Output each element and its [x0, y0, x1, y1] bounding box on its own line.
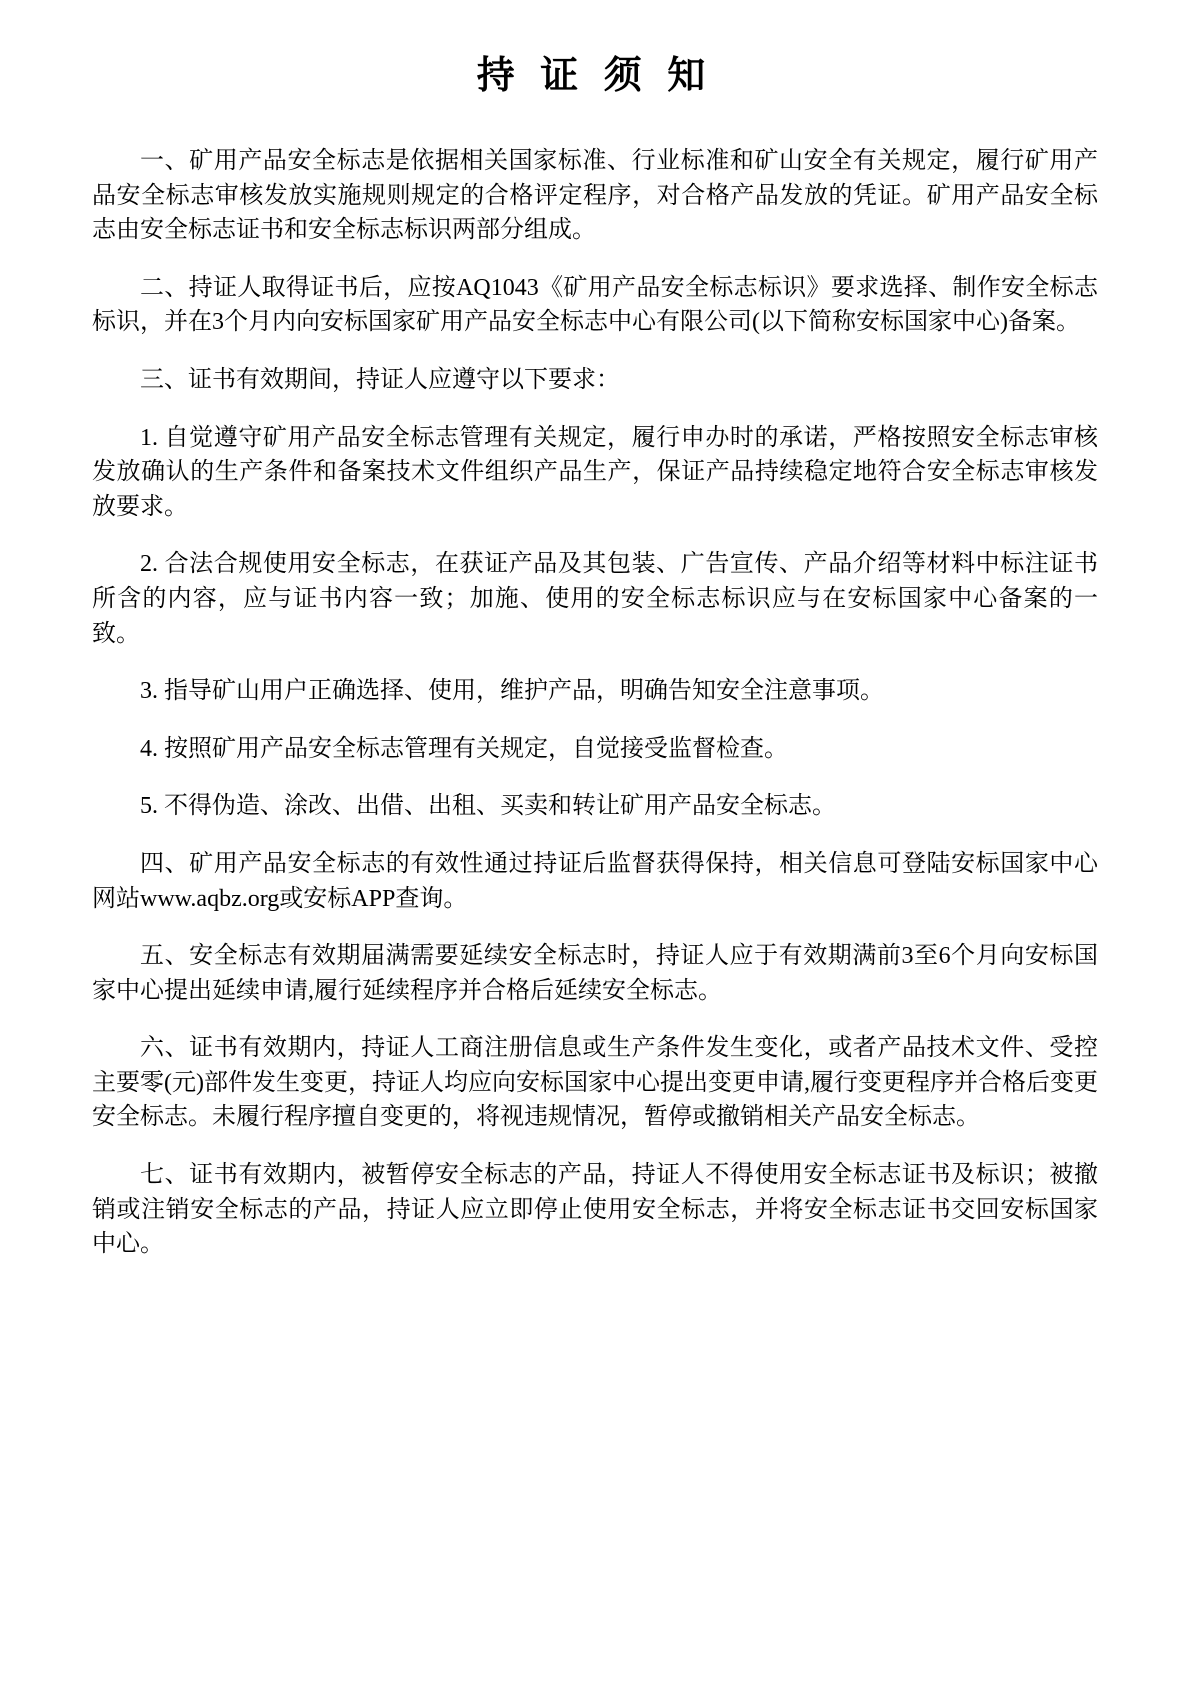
- paragraph-7: 七、证书有效期内，被暂停安全标志的产品，持证人不得使用安全标志证书及标识；被撤销或注销安全标志的产品，持证人应立即停止使用安全标志，并将安全标志证书交回安标国家中心。: [92, 1162, 1098, 1258]
- document-body: [92, 144, 1098, 1262]
- paragraph-3-item-2: 2. 合法合规使用安全标志，在获证产品及其包装、广告宣传、产品介绍等材料中标注证书所含的内容，应与证书内容一致；加施、使用的安全标志标识应与在安标国家中心备案的一致。: [92, 551, 1098, 647]
- paragraph-5: 五、安全标志有效期届满需要延续安全标志时，持证人应于有效期满前3至6个月向安标国家中心提出延续申请,履行延续程序并合格后延续安全标志。: [92, 943, 1098, 1004]
- paragraph-2: 二、持证人取得证书后，应按AQ1043《矿用产品安全标志标识》要求选择、制作安全标志标识，并在3个月内向安标国家矿用产品安全标志中心有限公司(以下简称安标国家中心)备案。: [92, 274, 1098, 336]
- paragraph-3-item-4: 4. 按照矿用产品安全标志管理有关规定，自觉接受监督检查。: [140, 735, 788, 762]
- paragraph-1: 一、矿用产品安全标志是依据相关国家标准、行业标准和矿山安全有关规定，履行矿用产品安全标志审核发放实施规则规定的合格评定程序，对合格产品发放的凭证。矿用产品安全标志由安全标志证书和安全标志标识两部分组成。: [92, 148, 1098, 244]
- paragraph-3: 三、证书有效期间，持证人应遵守以下要求：: [140, 366, 620, 393]
- paragraph-6: 六、证书有效期内，持证人工商注册信息或生产条件发生变化，或者产品技术文件、受控主要零(元)部件发生变更，持证人均应向安标国家中心提出变更申请,履行变更程序并合格后变更安全标志。未履行程序擅自变更的，将视违规情况，暂停或撤销相关产品安全标志。: [92, 1035, 1098, 1131]
- paragraph-3-item-5: 5. 不得伪造、涂改、出借、出租、买卖和转让矿用产品安全标志。: [140, 793, 836, 820]
- paragraph-3-item-3: 3. 指导矿山用户正确选择、使用，维护产品，明确告知安全注意事项。: [140, 678, 884, 705]
- paragraph-4: 四、矿用产品安全标志的有效性通过持证后监督获得保持，相关信息可登陆安标国家中心网站www.aqbz.org或安标APP查询。: [92, 850, 1098, 912]
- document-title: 持 证 须 知: [476, 55, 714, 97]
- paragraph-3-item-1: 1. 自觉遵守矿用产品安全标志管理有关规定，履行申办时的承诺，严格按照安全标志审核发放确认的生产条件和备案技术文件组织产品生产，保证产品持续稳定地符合安全标志审核发放要求。: [92, 424, 1098, 520]
